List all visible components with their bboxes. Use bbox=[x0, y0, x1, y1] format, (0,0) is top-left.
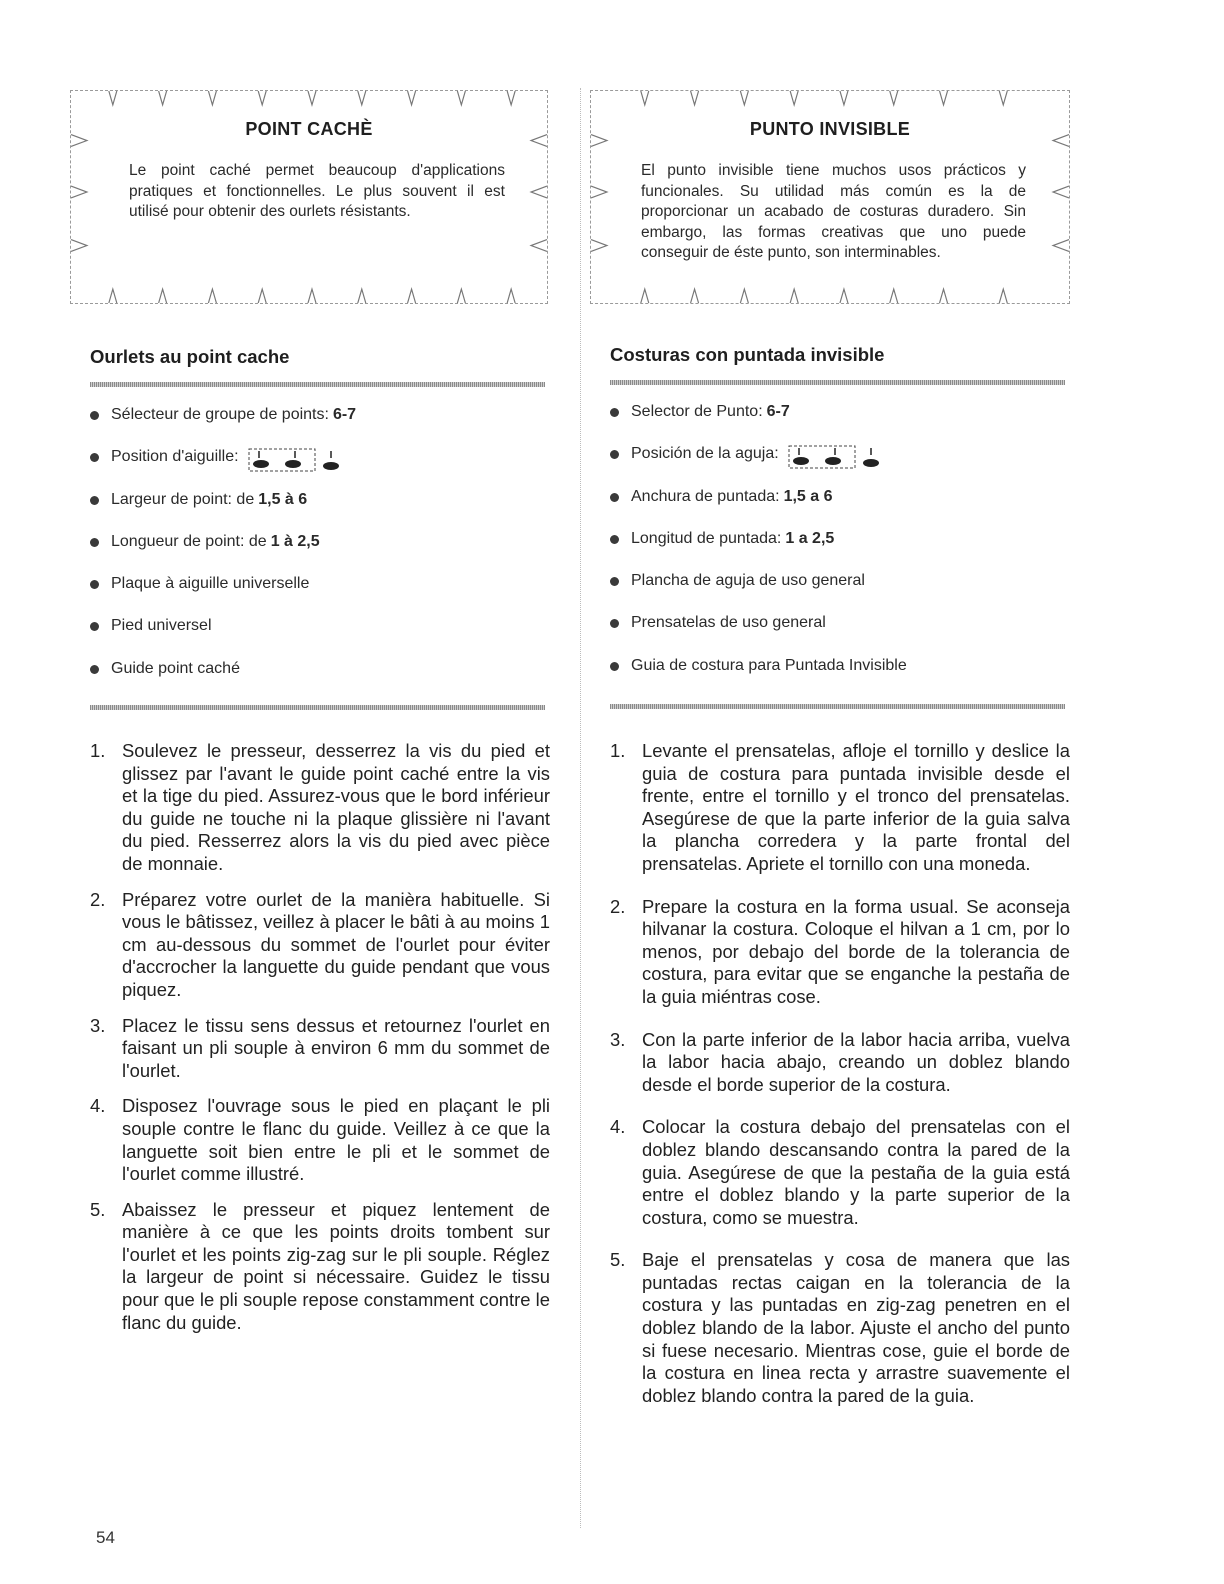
spec-item: Selector de Punto: 6-7 bbox=[610, 402, 1070, 444]
step-item: 3. Placez le tissu sens dessus et retournez l'ourlet en faisant un pli souple à environ 6 mm du sommet de l'ourlet. bbox=[90, 1014, 550, 1081]
step-item: 4. Colocar la costura debajo del prensatelas con el doblez blando descansando contra la pared de la guia. Asegúrese de que la pestaña de la guia está entre el doblez blando y la parte superior de la costura, como se muestra. bbox=[610, 1116, 1070, 1228]
section-rule-bottom bbox=[610, 704, 1065, 709]
intro-box bbox=[590, 90, 1070, 304]
spec-item: Guia de costura para Puntada Invisible bbox=[610, 656, 1070, 698]
spec-item: Posición de la aguja: bbox=[610, 444, 1070, 486]
bullet-icon bbox=[610, 619, 619, 628]
spec-item: Longitud de puntada: 1 a 2,5 bbox=[610, 529, 1070, 571]
box-description: El punto invisible tiene muchos usos prácticos y funcionales. Su utilidad más común es la de proporcionar un acabado de costuras duradero. Sin embargo, las formas creativas que uno puede conseguir de éste punto, son interminables. bbox=[641, 162, 1026, 261]
instruction-steps bbox=[610, 740, 1070, 1427]
box-title: POINT CACHÈ bbox=[245, 119, 373, 139]
instruction-steps bbox=[90, 740, 550, 1347]
step-item: 1. Levante el prensatelas, afloje el tornillo y deslice la guia de costura para puntada invisible desde el frente, entre el tornillo y el tronco del prensatelas. Asegúrese de que la parte inferior de la guia salva la plancha corredera y la parte frontal del prensatelas. Apriete el tornillo con una moneda. bbox=[610, 740, 1070, 874]
spec-item: Guide point caché bbox=[90, 659, 550, 701]
section-rule-top bbox=[90, 382, 545, 387]
needle-position-icon bbox=[787, 444, 885, 470]
bullet-icon bbox=[610, 408, 619, 417]
bullet-icon bbox=[90, 538, 99, 547]
step-item: 2. Préparez votre ourlet de la manièra habituelle. Si vous le bâtissez, veillez à placer le bâti à au moins 1 cm au-dessous du sommet de l'ourlet pour éviter d'accrocher la languette du guide pendant que vous piquez. bbox=[90, 888, 550, 1000]
needle-position-icon bbox=[247, 447, 345, 473]
column-divider bbox=[580, 88, 581, 1528]
spec-item: Position d'aiguille: bbox=[90, 447, 550, 489]
spec-item: Largeur de point: de 1,5 à 6 bbox=[90, 490, 550, 532]
spec-item: Longueur de point: de 1 à 2,5 bbox=[90, 532, 550, 574]
bullet-icon bbox=[610, 577, 619, 586]
step-item: 1. Soulevez le presseur, desserrez la vis du pied et glissez par l'avant le guide point caché entre la vis et la tige du pied. Assurez-vous que le bord inférieur du guide ne touche ni la plaque glissière ni l'avant du pied. Resserrez alors la vis du pied avec pièce de monnaie. bbox=[90, 740, 550, 874]
step-item: 2. Prepare la costura en la forma usual. Se aconseja hilvanar la costura. Coloque el hilvan a 1 cm, por lo menos, por debajo del borde de la tolerancia de costura, para evitar que se enganche la pestaña de la guia miéntras cose. bbox=[610, 895, 1070, 1007]
spec-item: Anchura de puntada: 1,5 a 6 bbox=[610, 487, 1070, 529]
section-rule-top bbox=[610, 380, 1065, 385]
bullet-icon bbox=[90, 580, 99, 589]
bullet-icon bbox=[610, 450, 619, 459]
step-item: 3. Con la parte inferior de la labor hacia arriba, vuelva la labor hacia abajo, creando un doblez blando desde el borde superior de la costura. bbox=[610, 1028, 1070, 1095]
settings-list bbox=[610, 402, 1070, 698]
bullet-icon bbox=[90, 496, 99, 505]
section-title: Ourlets au point cache bbox=[90, 346, 290, 367]
box-description: Le point caché permet beaucoup d'applications pratiques et fonctionnelles. Le plus souvent il est utilisé pour obtenir des ourlets résistants. bbox=[129, 162, 505, 220]
bullet-icon bbox=[90, 665, 99, 674]
settings-list bbox=[90, 405, 550, 701]
box-title: PUNTO INVISIBLE bbox=[749, 119, 911, 139]
step-item: 5. Baje el prensatelas y cosa de manera que las puntadas rectas caigan en la tolerancia de la costura y las puntadas en zig-zag penetren en el doblez blando de la labor. Ajuste el ancho del punto si fuese necesario. Mientras cose, guie el borde de la costura en linea recta y arrastre suavemente el doblez blando contra la pared de la guia. bbox=[610, 1249, 1070, 1406]
bullet-icon bbox=[610, 493, 619, 502]
step-item: 5. Abaissez le presseur et piquez lentement de manière à ce que les points droits tombent sur l'ourlet et les points zig-zag sur le pli souple. Réglez la largeur de point si nécessaire. Guidez le tissu pour que le pli souple repose constamment contre le flanc du guide. bbox=[90, 1198, 550, 1333]
bullet-icon bbox=[90, 411, 99, 420]
spec-item: Sélecteur de groupe de points: 6-7 bbox=[90, 405, 550, 447]
intro-box bbox=[70, 90, 548, 304]
step-item: 4. Disposez l'ouvrage sous le pied en plaçant le pli souple contre le flanc du guide. Veillez à ce que la languette soit bien entre le pli et le sommet de l'ourlet comme illustré. bbox=[90, 1095, 550, 1185]
spec-item: Pied universel bbox=[90, 616, 550, 658]
spec-item: Plaque à aiguille universelle bbox=[90, 574, 550, 616]
spec-item: Prensatelas de uso general bbox=[610, 613, 1070, 655]
section-rule-bottom bbox=[90, 705, 545, 710]
bullet-icon bbox=[90, 453, 99, 462]
bullet-icon bbox=[90, 622, 99, 631]
page-number: 54 bbox=[96, 1528, 115, 1547]
bullet-icon bbox=[610, 535, 619, 544]
bullet-icon bbox=[610, 662, 619, 671]
spec-item: Plancha de aguja de uso general bbox=[610, 571, 1070, 613]
section-title: Costuras con puntada invisible bbox=[610, 344, 885, 365]
